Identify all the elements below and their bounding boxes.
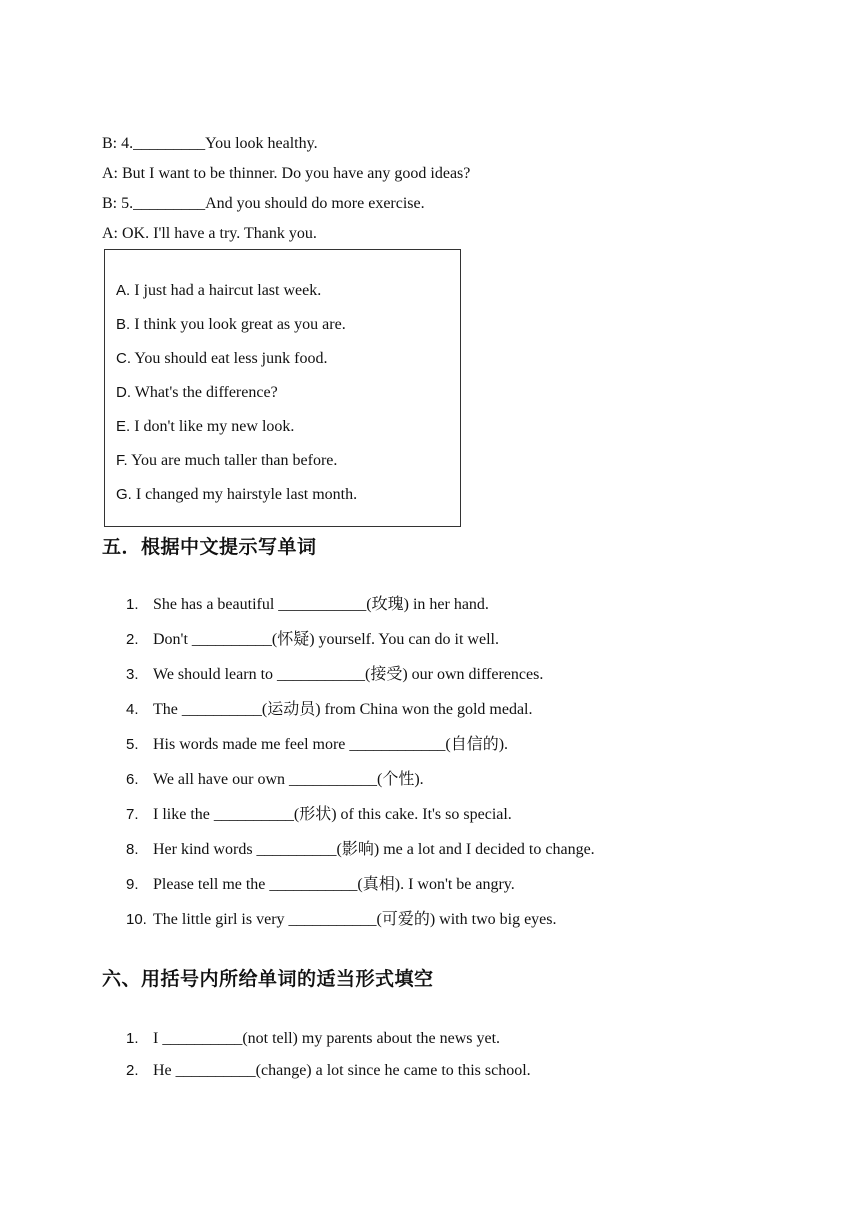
section-five-title: 五．根据中文提示写单词: [102, 536, 317, 558]
item-number: 1.: [126, 1030, 139, 1047]
option-d: [116, 383, 278, 403]
option-g: [116, 485, 357, 505]
option-text: I just had a haircut last week.: [130, 282, 322, 299]
item-text: She has a beautiful ___________(玫瑰) in her hand.: [153, 596, 489, 613]
option-text: You are much taller than before.: [127, 452, 338, 469]
dialogue-line-b5: B: 5._________And you should do more exercise.: [102, 195, 425, 212]
list-item: [126, 735, 508, 755]
option-text: I changed my hairstyle last month.: [131, 486, 358, 503]
item-text: The little girl is very ___________(可爱的) with two big eyes.: [153, 911, 557, 928]
item-number: 2.: [126, 1062, 139, 1079]
item-number: 5.: [126, 736, 139, 753]
list-item: [126, 630, 499, 650]
item-number: 7.: [126, 806, 139, 823]
list-item: [126, 1029, 500, 1049]
option-text: I think you look great as you are.: [130, 316, 346, 333]
option-text: You should eat less junk food.: [131, 350, 328, 367]
item-text: The __________(运动员) from China won the gold medal.: [153, 701, 533, 718]
item-text: Her kind words __________(影响) me a lot and I decided to change.: [153, 841, 595, 858]
option-letter: F.: [116, 452, 128, 469]
option-c: [116, 349, 327, 369]
option-a: [116, 281, 321, 301]
item-number: 10.: [126, 911, 147, 928]
item-text: Don't __________(怀疑) yourself. You can do it well.: [153, 631, 499, 648]
option-letter: B.: [116, 316, 131, 333]
list-item: [126, 840, 595, 860]
answer-options-box: [104, 249, 461, 527]
option-letter: C.: [116, 350, 131, 367]
option-letter: D.: [116, 384, 131, 401]
option-e: [116, 417, 294, 437]
dialogue-line-a-thinner: A: But I want to be thinner. Do you have any good ideas?: [102, 165, 471, 182]
list-item: [126, 875, 515, 895]
dialogue-line-a-try: A: OK. I'll have a try. Thank you.: [102, 225, 317, 242]
item-number: 8.: [126, 841, 139, 858]
option-letter: E.: [116, 418, 131, 435]
list-item: [126, 665, 543, 685]
list-item: [126, 700, 533, 720]
item-text: Please tell me the ___________(真相). I won't be angry.: [153, 876, 515, 893]
option-f: [116, 451, 337, 471]
dialogue-line-b4: B: 4._________You look healthy.: [102, 135, 318, 152]
list-item: [126, 805, 512, 825]
section-six-title: 六、用括号内所给单词的适当形式填空: [102, 968, 434, 990]
item-number: 9.: [126, 876, 139, 893]
item-number: 2.: [126, 631, 139, 648]
item-text: He __________(change) a lot since he came to this school.: [153, 1062, 531, 1079]
option-b: [116, 315, 346, 335]
list-item: [126, 770, 424, 790]
option-text: I don't like my new look.: [130, 418, 295, 435]
item-text: His words made me feel more ____________(自信的).: [153, 736, 509, 753]
item-number: 6.: [126, 771, 139, 788]
list-item: [126, 595, 489, 615]
item-text: I like the __________(形状) of this cake. It's so special.: [153, 806, 512, 823]
item-number: 4.: [126, 701, 139, 718]
item-text: I __________(not tell) my parents about the news yet.: [153, 1030, 501, 1047]
item-number: 1.: [126, 596, 139, 613]
option-letter: A.: [116, 282, 131, 299]
item-text: We all have our own ___________(个性).: [153, 771, 424, 788]
list-item: [126, 1061, 531, 1081]
option-text: What's the difference?: [131, 384, 278, 401]
option-letter: G.: [116, 486, 132, 503]
list-item: [126, 910, 557, 930]
item-number: 3.: [126, 666, 139, 683]
item-text: We should learn to ___________(接受) our own differences.: [153, 666, 544, 683]
